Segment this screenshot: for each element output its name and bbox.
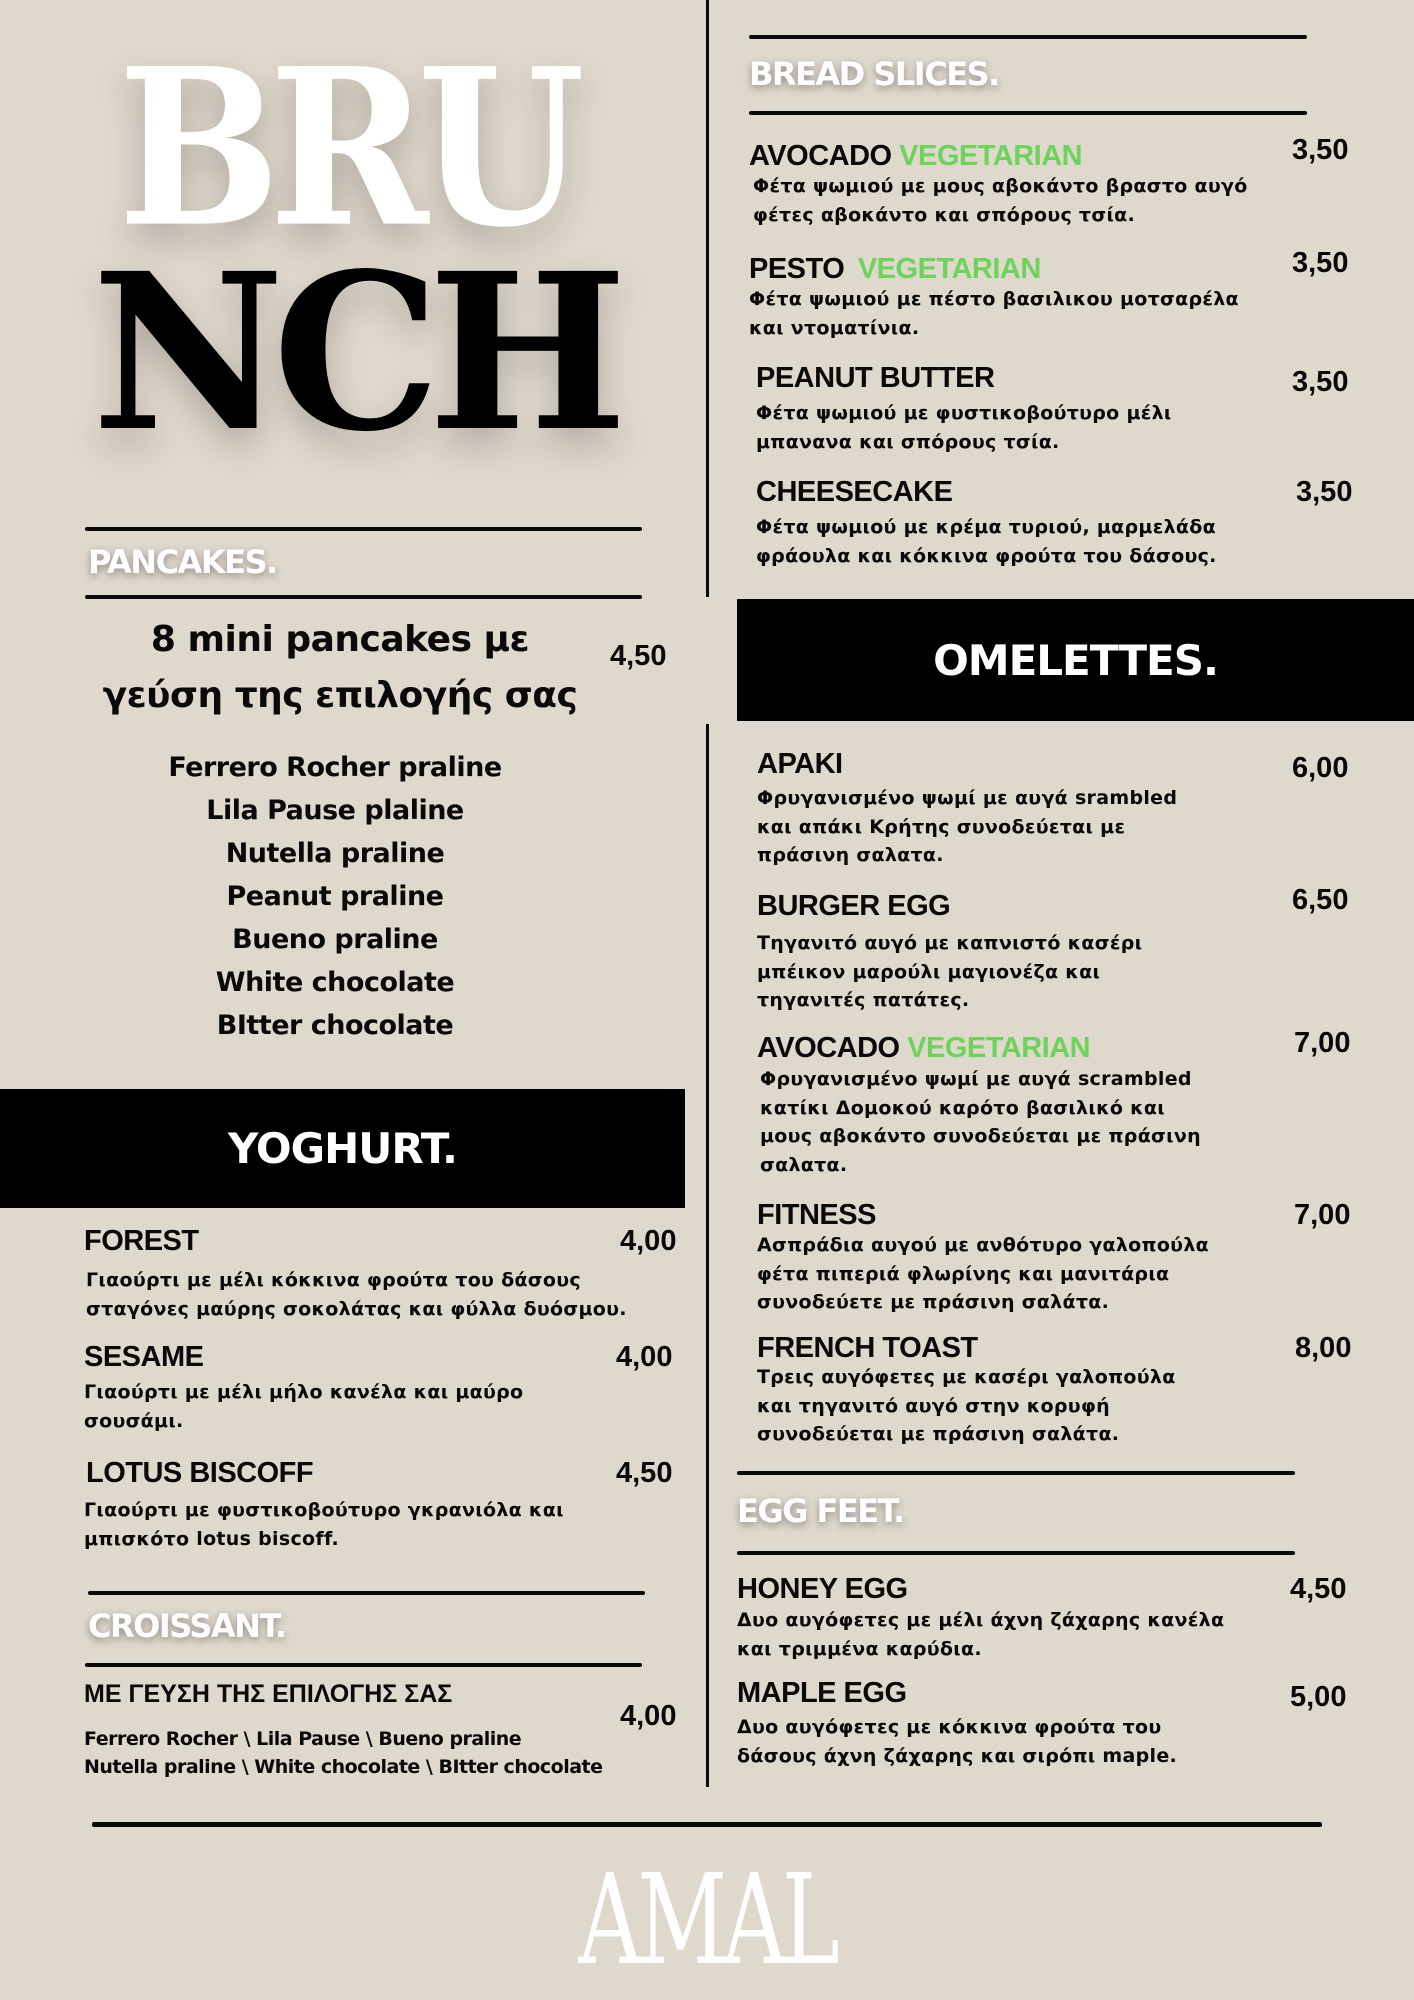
croissant-price: 4,00 [620, 1700, 677, 1732]
description-line: σουσάμι. [84, 1409, 184, 1432]
flavor-item: Bueno praline [232, 924, 438, 955]
description-line: Φρυγανισμένο ψωμί με αυγά scrambled [760, 1068, 1192, 1090]
pancakes-headline-line1: 8 mini pancakes με [150, 619, 530, 660]
hero-title-line1: BRU [118, 21, 574, 275]
yoghurt-banner [0, 1089, 685, 1208]
pancakes-title: PANCAKES. [88, 543, 277, 581]
menu-item-name: FOREST [84, 1225, 199, 1257]
menu-item-name [757, 1032, 1090, 1065]
description-line: τηγανιτές πατάτες. [757, 989, 970, 1011]
column-divider-top [706, 0, 709, 597]
item-title: AVOCADO [757, 1032, 900, 1064]
bread-slices-title: BREAD SLICES. [749, 55, 999, 93]
menu-item-description [737, 1606, 1224, 1663]
description-line: μπέικον μαρούλι μαγιονέζα και [757, 960, 1101, 983]
menu-item-description [757, 929, 1142, 1015]
description-line: Φέτα ψωμιού με πέστο βασιλικου μοτσαρέλα [749, 288, 1239, 310]
flavor-item: BItter chocolate [216, 1010, 454, 1041]
description-line: Δυο αυγόφετες με μέλι άχνη ζάχαρης κανέλα [737, 1609, 1225, 1631]
menu-item-name: FITNESS [757, 1199, 876, 1231]
menu-item-price: 7,00 [1294, 1199, 1351, 1231]
menu-item-price: 3,50 [1292, 366, 1349, 398]
column-divider-bottom [706, 724, 709, 1787]
menu-item-price: 3,50 [1296, 476, 1353, 508]
omelettes-banner [737, 599, 1414, 721]
menu-item-price: 4,00 [620, 1225, 677, 1257]
croissant-title: CROISSANT. [88, 1607, 286, 1645]
description-line: Γιαούρτι με φυστικοβούτυρο γκρανιόλα και [84, 1499, 564, 1521]
vegetarian-badge: VEGETARIAN [907, 1032, 1091, 1064]
menu-item-description [753, 172, 1248, 229]
pancakes-headline-line2: γεύση της επιλογής σας [102, 675, 578, 716]
description-line: δάσους άχνη ζάχαρης και σιρόπι maple. [737, 1744, 1178, 1767]
croissant-flavors [84, 1725, 603, 1781]
menu-item-description [756, 513, 1217, 570]
croissant-subtitle: ΜΕ ΓΕΥΣΗ ΤΗΣ ΕΠΙΛΟΓΗΣ ΣΑΣ [84, 1680, 453, 1708]
description-line: Φέτα ψωμιού με κρέμα τυριού, μαρμελάδα [756, 516, 1216, 538]
menu-item-price: 4,50 [1290, 1573, 1347, 1605]
menu-item-description [760, 1065, 1201, 1179]
menu-item-description [86, 1266, 627, 1323]
description-line: πράσινη σαλατα. [757, 844, 944, 866]
description-line: και τριμμένα καρύδια. [737, 1637, 982, 1660]
pancakes-rule-top [85, 527, 642, 531]
description-line: φράουλα και κόκκινα φρούτα του δάσους. [756, 544, 1217, 567]
menu-item-price: 4,50 [616, 1457, 673, 1489]
menu-item-name: FRENCH TOAST [757, 1332, 978, 1364]
menu-item-name: HONEY EGG [737, 1573, 908, 1605]
description-line: σταγόνες μαύρης σοκολάτας και φύλλα δυόσμου. [86, 1297, 627, 1320]
menu-item-description [757, 1231, 1209, 1317]
menu-item-name: BURGER EGG [757, 890, 951, 922]
description-line: μους αβοκάντο συνοδεύεται με πράσινη [760, 1125, 1201, 1147]
description-line: Φρυγανισμένο ψωμί με αυγά srambled [757, 787, 1178, 809]
bread-rule-top [749, 35, 1307, 39]
menu-item-name: MAPLE EGG [737, 1677, 907, 1709]
menu-item-description [737, 1713, 1177, 1770]
flavor-item: Lila Pause plaline [206, 795, 464, 826]
description-line: φέτα πιπεριά φλωρίνης και μανιτάρια [757, 1262, 1170, 1285]
menu-item-description [84, 1378, 523, 1435]
menu-item-price: 4,00 [616, 1341, 673, 1373]
vegetarian-badge: VEGETARIAN [857, 253, 1041, 285]
pancakes-headline [60, 612, 620, 724]
menu-item-price: 7,00 [1294, 1027, 1351, 1059]
croissant-flavors-line: Ferrero Rocher \ Lila Pause \ Bueno praline [84, 1728, 522, 1750]
description-line: συνοδεύετε με πράσινη σαλάτα. [757, 1291, 1110, 1313]
flavor-item: Ferrero Rocher praline [168, 752, 502, 783]
flavor-item: White chocolate [215, 967, 455, 998]
flavor-item: Peanut praline [226, 881, 444, 912]
egg-feet-rule-bottom [737, 1551, 1295, 1555]
item-title: PESTO [749, 253, 845, 285]
item-title: AVOCADO [749, 140, 892, 172]
menu-item-description [84, 1496, 564, 1553]
menu-item-name: APAKI [757, 748, 843, 780]
menu-item-description [749, 285, 1239, 342]
pancakes-rule-bottom [85, 595, 642, 599]
description-line: Γιαούρτι με μέλι μήλο κανέλα και μαύρο [84, 1381, 524, 1403]
vegetarian-badge: VEGETARIAN [899, 140, 1083, 172]
menu-item-name [749, 253, 1041, 286]
description-line: μπισκότο lotus biscoff. [84, 1527, 340, 1550]
menu-item-name: PEANUT BUTTER [756, 362, 995, 394]
pancakes-price: 4,50 [610, 640, 667, 672]
menu-item-price: 6,50 [1292, 884, 1349, 916]
egg-feet-rule-top [737, 1471, 1295, 1475]
menu-item-price: 3,50 [1292, 134, 1349, 166]
menu-item-price: 6,00 [1292, 752, 1349, 784]
description-line: Γιαούρτι με μέλι κόκκινα φρούτα του δάσους [86, 1269, 581, 1291]
footer-rule [92, 1822, 1322, 1827]
menu-item-name: SESAME [84, 1341, 204, 1373]
bread-rule-bottom [749, 111, 1307, 115]
croissant-rule-bottom [85, 1663, 642, 1667]
menu-item-description [757, 1363, 1176, 1449]
omelettes-title: OMELETTES. [933, 635, 1218, 685]
description-line: και απάκι Κρήτης συνοδεύεται με [757, 815, 1126, 838]
menu-item-price: 5,00 [1290, 1681, 1347, 1713]
description-line: Δυο αυγόφετες με κόκκινα φρούτα του [737, 1716, 1162, 1738]
egg-feet-title: EGG FEET. [737, 1492, 904, 1530]
description-line: Τρεις αυγόφετες με κασέρι γαλοπούλα [757, 1366, 1176, 1388]
menu-item-name [749, 140, 1082, 173]
description-line: Φέτα ψωμιού με μους αβοκάντο βραστο αυγό [753, 175, 1248, 197]
yoghurt-title: YOGHURT. [227, 1124, 458, 1173]
description-line: κατίκι Δομοκού καρότο βασιλικό και [760, 1096, 1165, 1119]
menu-item-price: 8,00 [1295, 1332, 1352, 1364]
menu-item-name: LOTUS BISCOFF [86, 1457, 314, 1489]
menu-item-name: CHEESECAKE [756, 476, 953, 508]
menu-item-description [757, 784, 1177, 870]
hero-title-line2: NCH [92, 225, 616, 480]
croissant-flavors-line: Nutella praline \ White chocolate \ BItter chocolate [84, 1756, 603, 1778]
description-line: σαλατα. [760, 1153, 848, 1176]
description-line: και τηγανιτό αυγό στην κορυφή [757, 1394, 1110, 1417]
description-line: Φέτα ψωμιού με φυστικοβούτυρο μέλι [756, 402, 1172, 424]
description-line: και ντοματίνια. [749, 316, 920, 339]
description-line: Τηγανιτό αυγό με καπνιστό κασέρι [757, 932, 1143, 954]
menu-item-description [756, 399, 1172, 456]
description-line: φέτες αβοκάντο και σπόρους τσία. [753, 203, 1136, 226]
pancakes-flavor-list [80, 746, 590, 1047]
croissant-rule-top [88, 1591, 645, 1595]
menu-item-price: 3,50 [1292, 247, 1349, 279]
brand-logo: AMAL [578, 1848, 836, 1993]
description-line: Ασπράδια αυγού με ανθότυρο γαλοπούλα [757, 1234, 1209, 1256]
flavor-item: Nutella praline [225, 838, 445, 869]
description-line: μπανανα και σπόρους τσία. [756, 430, 1060, 453]
description-line: συνοδεύεται με πράσινη σαλάτα. [757, 1423, 1120, 1445]
